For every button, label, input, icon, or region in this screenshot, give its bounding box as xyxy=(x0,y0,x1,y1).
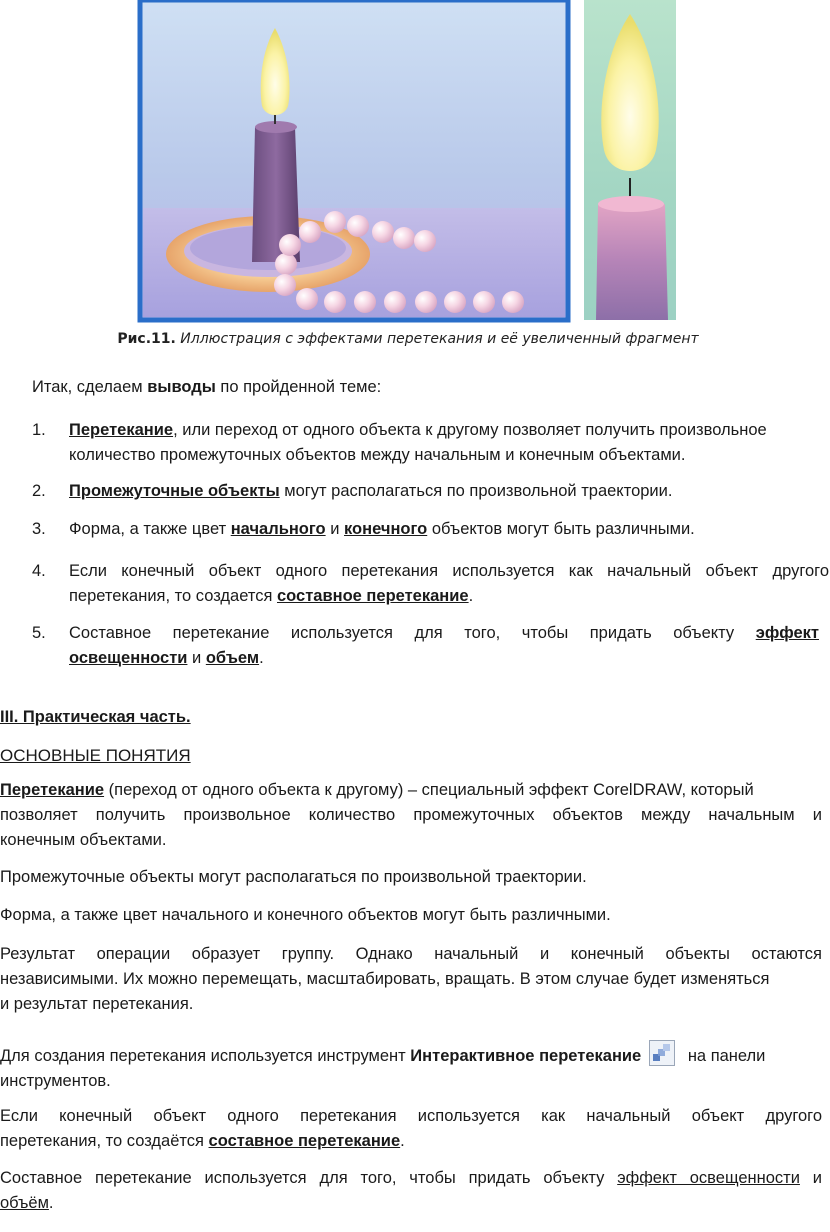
summary-intro: Итак, сделаем выводы по пройденной теме: xyxy=(32,378,382,396)
figure-caption xyxy=(0,331,816,347)
link-lighting-effect[interactable]: эффект освещенности xyxy=(617,1169,800,1187)
list-number: 4. xyxy=(32,562,46,580)
list-number: 5. xyxy=(32,624,46,642)
list-item: Промежуточные объекты могут располагаться по произвольной траектории. xyxy=(69,482,673,500)
definition-paragraph: Перетекание (переход от одного объекта к другому) – специальный эффект CorelDRAW, который позволяет получить произвольное количество промежуточных объектов между начальным и конечным объектами. xyxy=(0,781,822,849)
list-item: Форма, а также цвет начального и конечного объектов могут быть различными. xyxy=(69,520,695,538)
paragraph: Результат операции образует группу. Однако начальный и конечный объекты остаются независимыми. Их можно перемещать, масштабировать, вращать. В этом случае будет изменяться и результат перетекания. xyxy=(0,945,822,1013)
list-item: Перетекание, или переход от одного объекта к другому позволяет получить произвольное количество промежуточных объектов между начальным и конечным объектами. xyxy=(69,421,767,464)
list-item: Составное перетекание используется для того, чтобы придать объекту эффект освещенности и объем. xyxy=(69,624,819,667)
paragraph: Форма, а также цвет начального и конечного объектов могут быть различными. xyxy=(0,906,611,924)
link-volume[interactable]: объём xyxy=(0,1194,49,1212)
subheading: ОСНОВНЫЕ ПОНЯТИЯ xyxy=(0,746,191,765)
paragraph: Составное перетекание используется для того, чтобы придать объекту эффект освещенности и объём. xyxy=(0,1169,823,1212)
paragraph: Промежуточные объекты могут располагаться по произвольной траектории. xyxy=(0,868,587,886)
list-number: 1. xyxy=(32,421,46,439)
list-number: 2. xyxy=(32,482,46,500)
paragraph: Для создания перетекания используется инструмент Интерактивное перетекание на панели инструментов. xyxy=(0,1040,830,1094)
paragraph: Если конечный объект одного перетекания используется как начальный объект другого перетекания, то создаётся составное перетекание. xyxy=(0,1107,822,1150)
candle-illustration xyxy=(0,0,816,322)
caption-text: Иллюстрация с эффектами перетекания и её увеличенный фрагмент xyxy=(180,331,699,347)
section-heading: III. Практическая часть. xyxy=(0,708,191,726)
list-item: Если конечный объект одного перетекания используется как начальный объект другого перетекания, то создается составное перетекание. xyxy=(69,562,829,605)
interactive-blend-tool-icon[interactable] xyxy=(649,1040,675,1066)
caption-label: Рис.11. xyxy=(117,331,176,347)
list-number: 3. xyxy=(32,520,46,538)
